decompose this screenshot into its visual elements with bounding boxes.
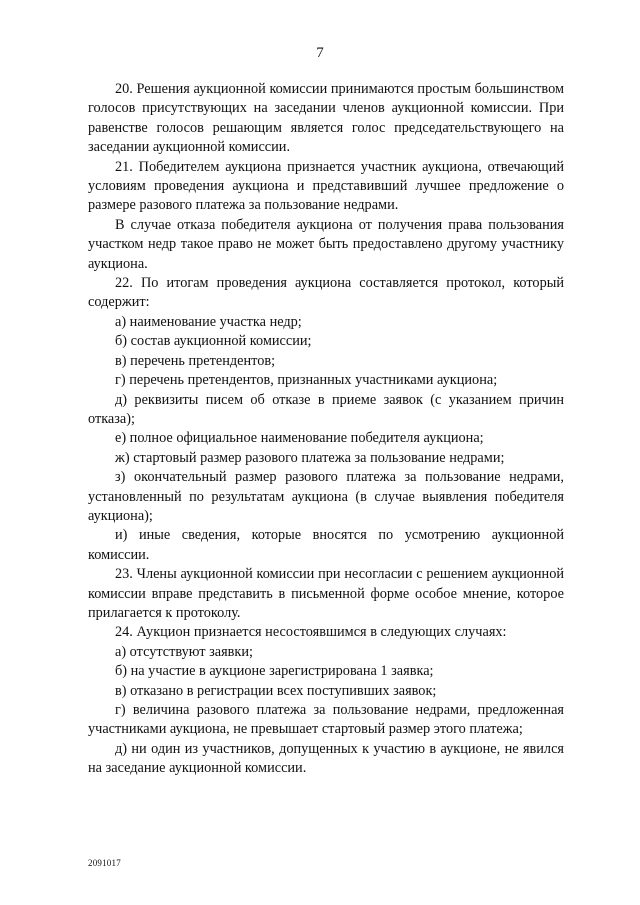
list-item: ж) стартовый размер разового платежа за пользование недрами;	[115, 449, 505, 466]
list-item: б) на участие в аукционе зарегистрирована 1 заявка;	[115, 663, 434, 680]
list-item: в) перечень претендентов;	[115, 352, 276, 369]
paragraph-23: 23. Члены аукционной комиссии при несогласии с решением аукционной комиссии вправе представить в письменной форме особое мнение, которое прилагается к протоколу.	[88, 566, 564, 621]
paragraph-21: 21. Победителем аукциона признается участник аукциона, отвечающий условиям проведения аукциона и представивший лучшее предложение о размере разового платежа за пользование недрами.	[88, 158, 564, 214]
list-item: д) ни один из участников, допущенных к участию в аукционе, не явился на заседание аукционной комиссии.	[88, 740, 564, 777]
paragraph-20: 20. Решения аукционной комиссии принимаются простым большинством голосов присутствующих на заседании членов аукционной комиссии. При равенстве голосов решающим является голос председательствующего на заседании аукционной комиссии.	[88, 81, 564, 156]
list-item: г) перечень претендентов, признанных участниками аукциона;	[115, 372, 498, 389]
list-item: а) наименование участка недр;	[115, 313, 302, 330]
document-body	[88, 80, 564, 779]
paragraph-21-refusal: В случае отказа победителя аукциона от получения права пользования участком недр такое право не может быть предоставлено другому участнику аукциона.	[88, 216, 564, 272]
list-item: в) отказано в регистрации всех поступивших заявок;	[115, 682, 437, 699]
list-item: и) иные сведения, которые вносятся по усмотрению аукционной комиссии.	[88, 527, 564, 563]
paragraph-22: 22. По итогам проведения аукциона составляется протокол, который содержит:	[88, 275, 564, 311]
list-item: а) отсутствуют заявки;	[115, 643, 253, 660]
list-item: д) реквизиты писем об отказе в приеме заявок (с указанием причин отказа);	[88, 391, 564, 427]
page-number: 7	[316, 45, 324, 61]
list-item: з) окончательный размер разового платежа за пользование недрами, установленный по результатам аукциона (в случае выявления победителя аукциона);	[88, 469, 564, 524]
document-code: 2091017	[88, 858, 121, 868]
list-item: е) полное официальное наименование победителя аукциона;	[115, 430, 484, 447]
paragraph-24: 24. Аукцион признается несостоявшимся в следующих случаях:	[115, 624, 507, 641]
list-item: г) величина разового платежа за пользование недрами, предложенная участниками аукциона, не превышает стартовый размер этого платежа;	[88, 702, 564, 738]
list-item: б) состав аукционной комиссии;	[115, 333, 312, 350]
